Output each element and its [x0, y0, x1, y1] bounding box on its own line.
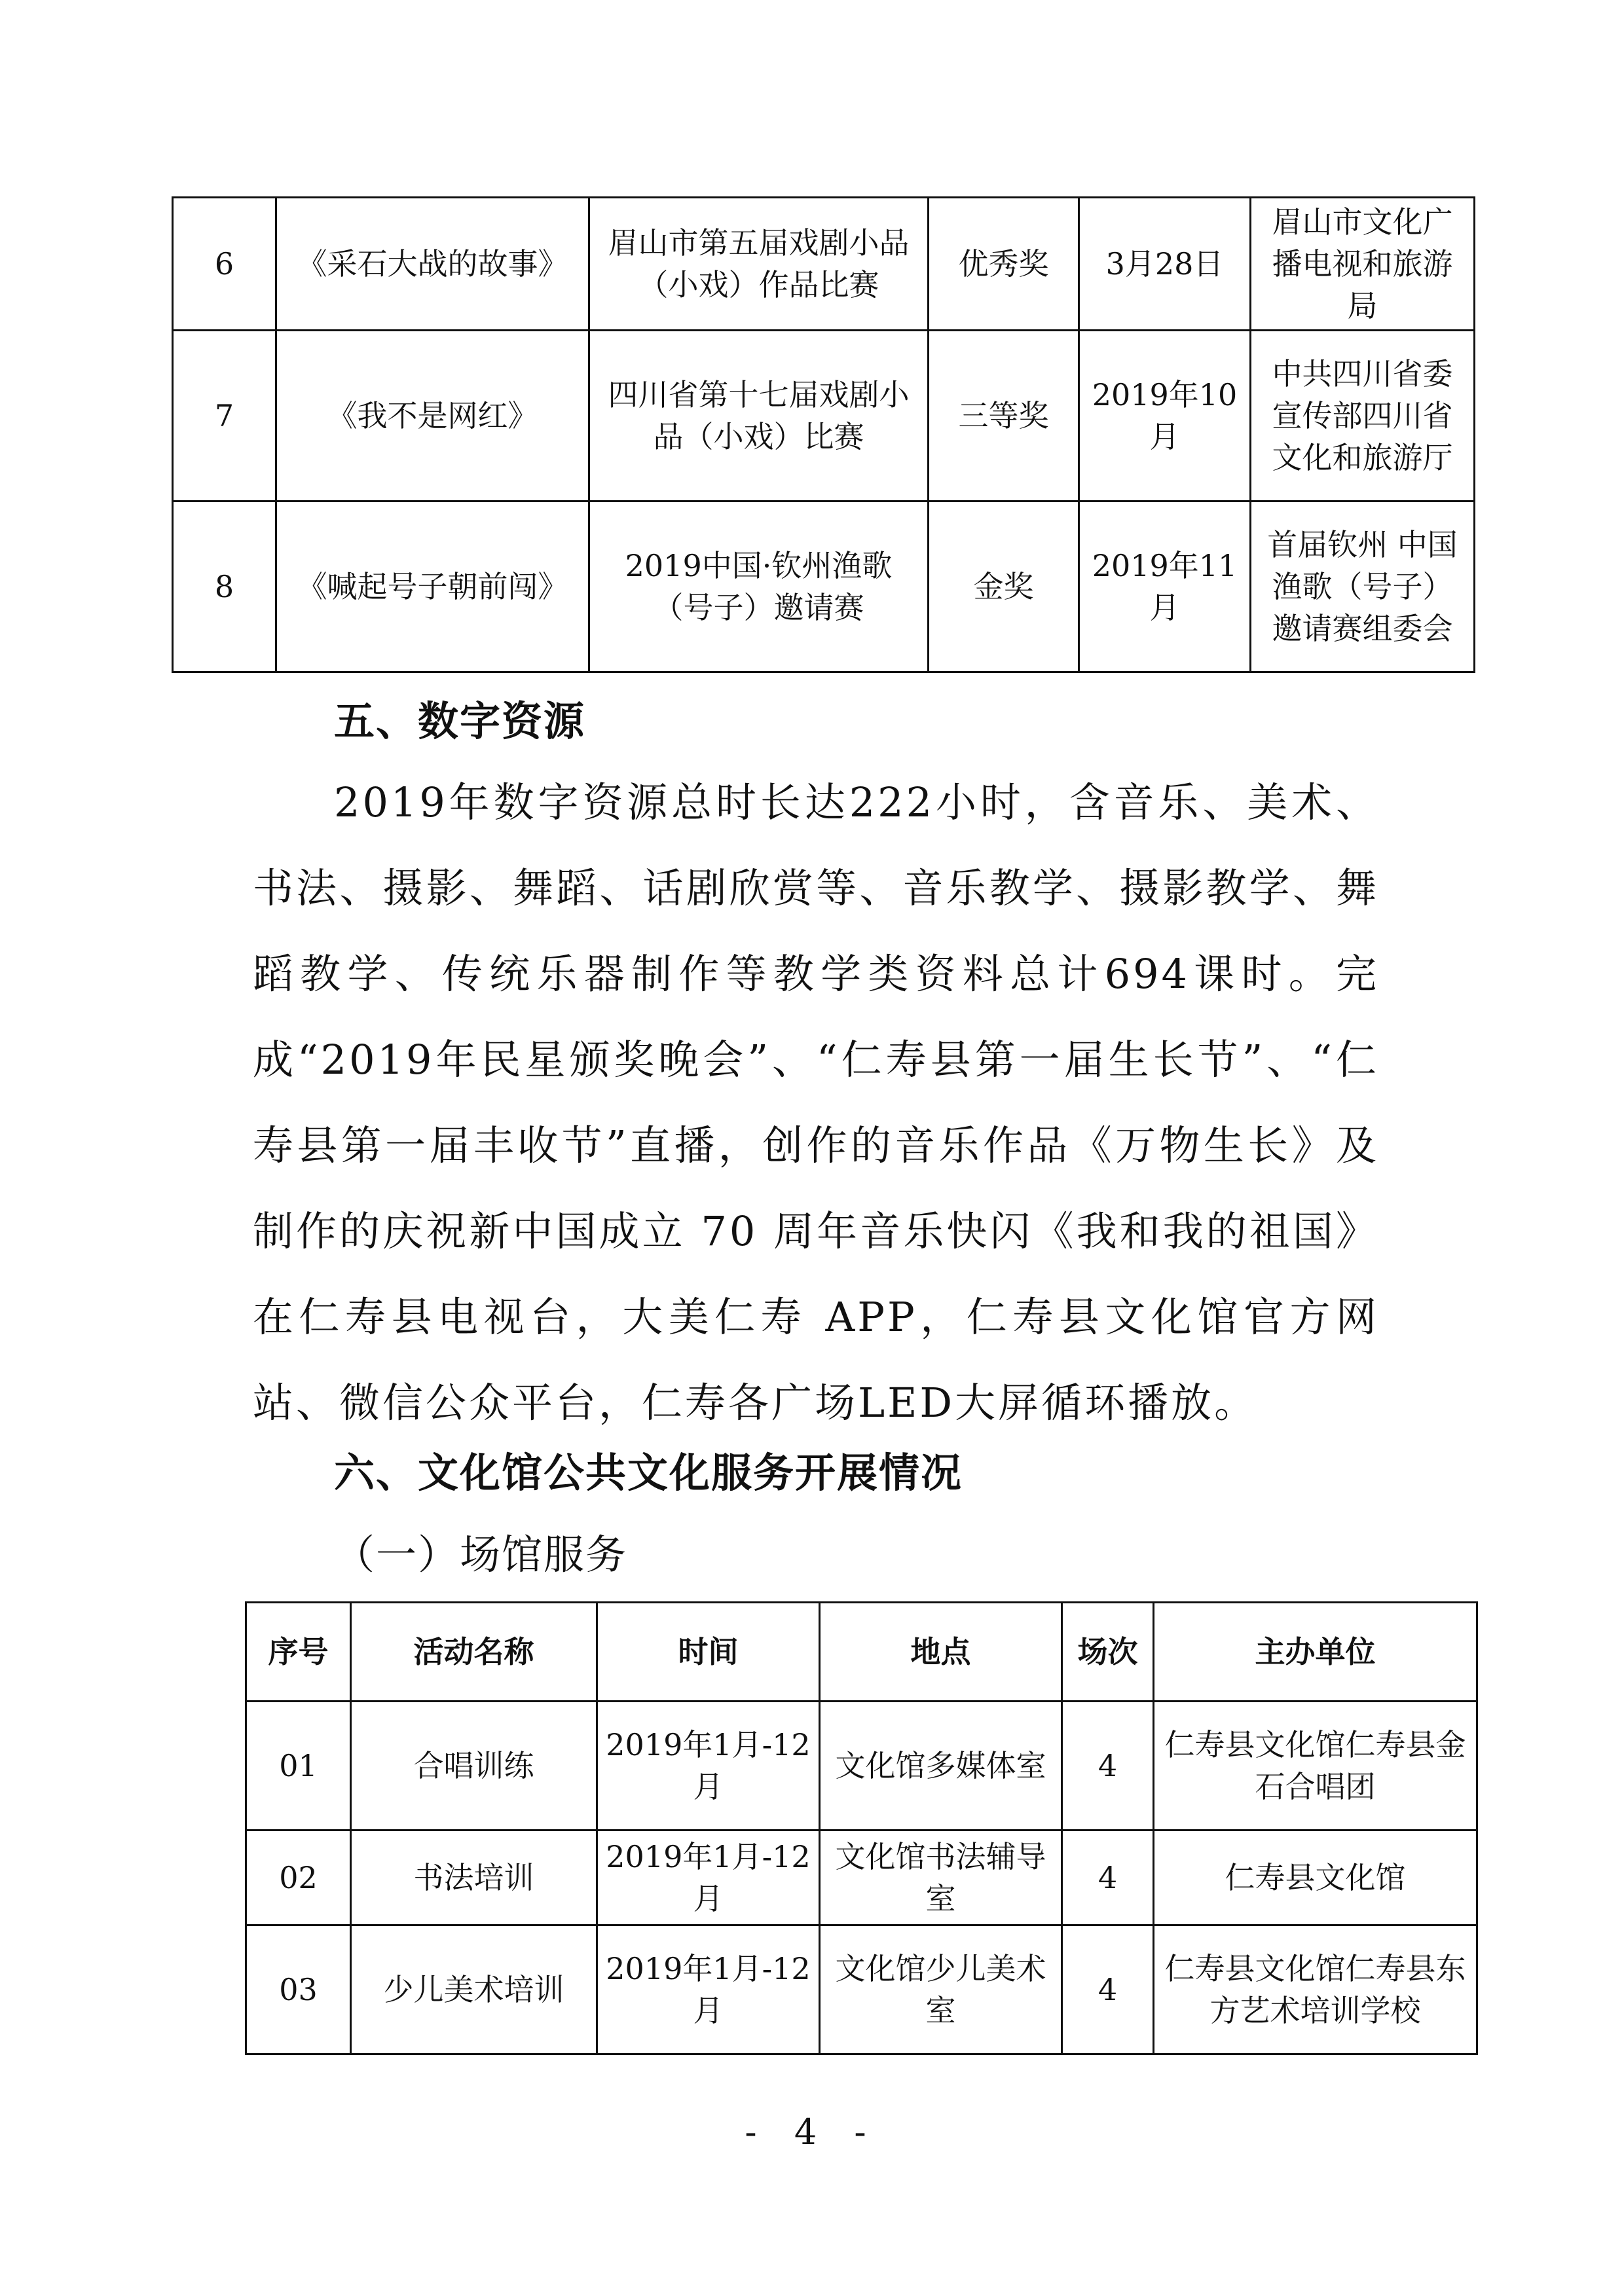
table-row: [173, 198, 1475, 331]
subsection-heading: （一）场馆服务: [334, 1531, 628, 1578]
work-title: 《我不是网红》: [276, 331, 589, 501]
table-row: [173, 501, 1475, 672]
column-header: 主办单位: [1154, 1603, 1477, 1702]
award-level: 金奖: [929, 501, 1079, 672]
column-header: 时间: [597, 1603, 820, 1702]
event-name: 四川省第十七届戏剧小品（小戏）比赛: [589, 331, 929, 501]
organizer: 中共四川省委宣传部四川省文化和旅游厅: [1251, 331, 1475, 501]
award-level: 优秀奖: [929, 198, 1079, 331]
column-header: 活动名称: [351, 1603, 597, 1702]
session-count: 4: [1062, 1831, 1154, 1925]
row-number: 7: [173, 331, 276, 501]
column-header: 序号: [246, 1603, 351, 1702]
session-count: 4: [1062, 1925, 1154, 2054]
table-row: [246, 1925, 1477, 2054]
award-level: 三等奖: [929, 331, 1079, 501]
table-row: [246, 1702, 1477, 1831]
column-header: 地点: [820, 1603, 1062, 1702]
page-number: - 4 -: [745, 2111, 879, 2153]
activity-time: 2019年1月-12月: [597, 1831, 820, 1925]
activity-name: 合唱训练: [351, 1702, 597, 1831]
table-header-row: [246, 1603, 1477, 1702]
event-name: 2019中国·钦州渔歌（号子）邀请赛: [589, 501, 929, 672]
activity-name: 书法培训: [351, 1831, 597, 1925]
host-unit: 仁寿县文化馆: [1154, 1831, 1477, 1925]
table-row: [173, 331, 1475, 501]
activity-name: 少儿美术培训: [351, 1925, 597, 2054]
award-date: 2019年10月: [1079, 331, 1251, 501]
venue-services-table: [245, 1601, 1478, 2055]
table-row: [246, 1831, 1477, 1925]
section-heading: 五、数字资源: [334, 697, 586, 745]
organizer: 首届钦州 中国渔歌（号子）邀请赛组委会: [1251, 501, 1475, 672]
event-name: 眉山市第五届戏剧小品（小戏）作品比赛: [589, 198, 929, 331]
activity-time: 2019年1月-12月: [597, 1702, 820, 1831]
work-title: 《喊起号子朝前闯》: [276, 501, 589, 672]
activity-place: 文化馆少儿美术室: [820, 1925, 1062, 2054]
section-heading: 六、文化馆公共文化服务开展情况: [334, 1449, 963, 1497]
row-number: 6: [173, 198, 276, 331]
activity-time: 2019年1月-12月: [597, 1925, 820, 2054]
row-number: 01: [246, 1702, 351, 1831]
activity-place: 文化馆多媒体室: [820, 1702, 1062, 1831]
award-date: 2019年11月: [1079, 501, 1251, 672]
host-unit: 仁寿县文化馆仁寿县金石合唱团: [1154, 1702, 1477, 1831]
work-title: 《采石大战的故事》: [276, 198, 589, 331]
row-number: 02: [246, 1831, 351, 1925]
award-date: 3月28日: [1079, 198, 1251, 331]
session-count: 4: [1062, 1702, 1154, 1831]
column-header: 场次: [1062, 1603, 1154, 1702]
row-number: 03: [246, 1925, 351, 2054]
row-number: 8: [173, 501, 276, 672]
body-paragraph: 2019年数字资源总时长达222小时，含音乐、美术、书法、摄影、舞蹈、话剧欣赏等、音乐教学、摄影教学、舞蹈教学、传统乐器制作等教学类资料总计694课时。完成“2019年民星颁奖晚会”、“仁寿县第一届生长节”、“仁寿县第一届丰收节”直播，创作的音乐作品《万物生长》及制作的庆祝新中国成立 70 周年音乐快闪《我和我的祖国》在仁寿县电视台，大美仁寿 APP，仁寿县文化馆官方网站、微信公众平台，仁寿各广场LED大屏循环播放。: [253, 778, 1379, 1427]
awards-table: [172, 196, 1475, 673]
organizer: 眉山市文化广播电视和旅游局: [1251, 198, 1475, 331]
host-unit: 仁寿县文化馆仁寿县东方艺术培训学校: [1154, 1925, 1477, 2054]
activity-place: 文化馆书法辅导室: [820, 1831, 1062, 1925]
